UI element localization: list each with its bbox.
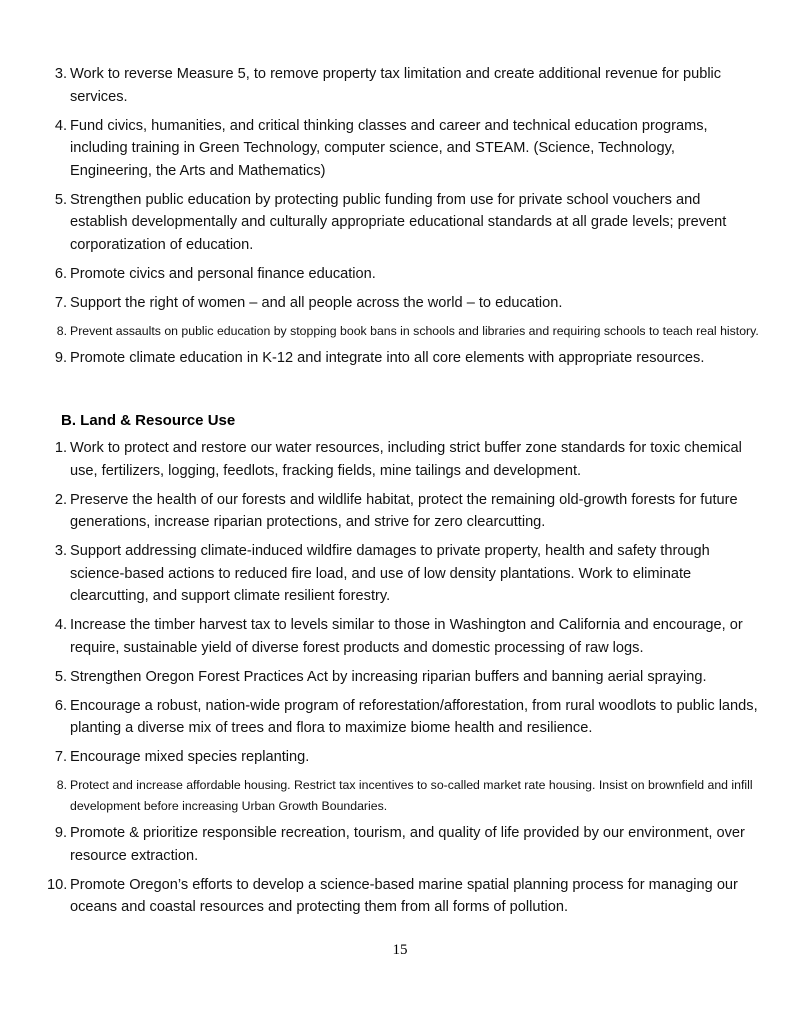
item-text: Promote & prioritize responsible recreation, tourism, and quality of life provided by our environment, over resource extraction. (70, 825, 745, 864)
item-text: Promote Oregon’s efforts to develop a science-based marine spatial planning process for managing our oceans and coastal resources and protecting them from all forms of pollution. (70, 876, 738, 915)
item-text: Work to protect and restore our water resources, including strict buffer zone standards for toxic chemical use, fertilizers, logging, feedlots, fracking fields, mine tailings and development. (70, 440, 742, 479)
list-item (54, 746, 760, 769)
list-item (54, 489, 760, 534)
item-number: 8. (56, 778, 67, 792)
item-text-rest: climate education in K-12 and integrate into all core elements with appropriate resources. (129, 349, 705, 366)
list-item (54, 437, 760, 482)
item-number: 2. (54, 491, 67, 508)
item-number: 3. (54, 66, 67, 82)
list-item (54, 614, 760, 659)
item-number: 4. (54, 617, 67, 633)
list-item (54, 189, 760, 257)
item-number: 6. (54, 697, 67, 714)
item-text: Preserve the health of our forests and wildlife habitat, protect the remaining old-growth forests for future generations, increase riparian protections, and strive for zero clearcutting. (70, 491, 738, 530)
item-number: 6. (54, 265, 67, 282)
item-text: Support addressing climate-induced wildfire damages to private property, health and safety through science-based actions to reduced fire load, and use of low density plantations. Work to eliminate clearcutting, and support climate resilient forestry. (70, 543, 710, 604)
item-text: Strengthen public education by protecting public funding from use for private school vouchers and establish developmentally and culturally appropriate educational standards at all grade levels; prevent corporatization of education. (70, 191, 727, 253)
item-number: 8. (56, 323, 67, 338)
item-text: Prevent assaults on public education by stopping book bans in schools and libraries and requiring schools to teach real history. (70, 323, 759, 338)
land-resource-list (47, 437, 760, 925)
page-number: 15 (392, 942, 408, 958)
item-number: 9. (54, 825, 67, 841)
item-text: Increase the timber harvest tax to levels similar to those in Washington and California and encourage, or require, sustainable yield of diverse forest products and domestic processing of raw logs. (70, 617, 743, 656)
item-text: Strengthen Oregon Forest Practices Act by increasing riparian buffers and banning aerial spraying. (70, 668, 707, 685)
item-text: Work to reverse Measure 5, to remove property tax limitation and create additional revenue for public services. (70, 66, 722, 105)
item-text: Promote civics and personal finance education. (70, 265, 376, 282)
list-item (54, 666, 760, 689)
list-item (54, 540, 760, 608)
item-text: Encourage mixed species replanting. (70, 749, 310, 765)
item-number: 1. (54, 440, 67, 456)
item-number: 7. (54, 294, 67, 311)
item-number: 5. (54, 668, 67, 685)
list-item (54, 347, 760, 370)
item-number: 7. (54, 749, 67, 765)
item-number: 5. (54, 191, 67, 208)
list-item (56, 775, 760, 817)
item-text: Support the right of women – and all people across the world – to education. (70, 294, 563, 311)
item-number: 10. (47, 876, 68, 893)
section-heading: B. Land & Resource Use (61, 412, 236, 429)
item-text-lead: Promote (70, 349, 130, 366)
list-item (56, 321, 760, 342)
list-item (47, 874, 760, 919)
list-item (54, 63, 760, 108)
list-item (54, 292, 760, 315)
item-number: 4. (54, 117, 67, 134)
item-text: Encourage a robust, nation-wide program of reforestation/afforestation, from rural woodlots to public lands, planting a diverse mix of trees and flora to maximize biome health and resilience. (70, 697, 758, 736)
item-text: Fund civics, humanities, and critical thinking classes and career and technical education programs, including training in Green Technology, computer science, and STEAM. (Science, Technology, Engineering, the Arts and Mathematics) (70, 117, 708, 179)
list-item (54, 695, 760, 740)
item-number: 9. (54, 349, 67, 366)
list-item (54, 263, 760, 286)
list-item (54, 115, 760, 183)
item-number: 3. (54, 543, 67, 559)
item-text: Protect and increase affordable housing. Restrict tax incentives to so-called market rate housing. Insist on brownfield and infill development before increasing Urban Growth Boundaries. (70, 778, 753, 813)
list-item (54, 822, 760, 867)
education-list (54, 63, 760, 376)
